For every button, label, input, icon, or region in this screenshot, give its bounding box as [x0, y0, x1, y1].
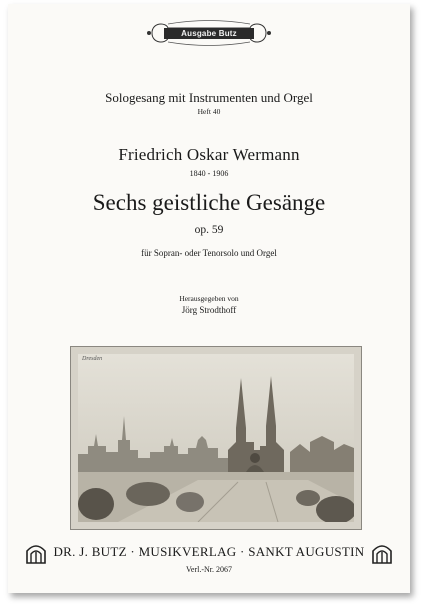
opus-number: op. 59 — [194, 224, 224, 236]
editor-name: Jörg Strodthoff — [181, 305, 237, 315]
series-title: Sologesang mit Instrumenten und Orgel — [105, 90, 313, 105]
work-title: Sechs geistliche Gesänge — [92, 190, 326, 215]
series-volume: Heft 40 — [197, 107, 221, 116]
catalog-number: Verl.-Nr. 2067 — [186, 565, 232, 574]
photo-caption: Dresden — [82, 356, 103, 362]
edition-badge — [146, 18, 272, 48]
work-scoring: für Sopran- oder Tenorsolo und Orgel — [141, 248, 277, 258]
edition-badge-label: Ausgabe Butz — [164, 28, 254, 39]
composer-dates: 1840 - 1906 — [189, 169, 229, 178]
editor-label: Herausgegeben von — [179, 294, 239, 303]
publisher-name: DR. J. BUTZ · MUSIKVERLAG · SANKT AUGUSTIN — [53, 544, 365, 559]
cover-photo — [70, 346, 362, 530]
score-cover — [8, 4, 410, 593]
composer-name: Friedrich Oskar Wermann — [118, 145, 300, 164]
cityscape-photo-icon — [78, 354, 354, 522]
